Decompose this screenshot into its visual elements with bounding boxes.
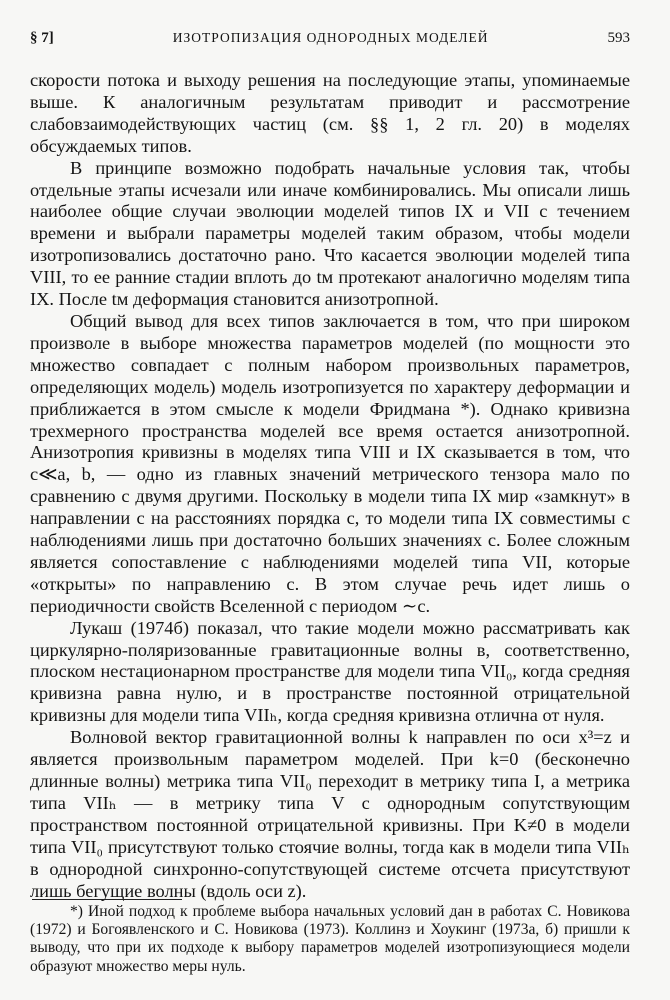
paragraph-continued: скорости потока и выходу решения на последующие этапы, упоминаемые выше. К аналогичным результатам приводит и рассмотрение слабовзаимодействующих частиц (см. §§ 1, 2 гл. 20) в моделях обсуждаемых типов. [30, 70, 630, 156]
footnote-rule [32, 899, 182, 900]
paragraph-lukash: Лукаш (1974б) показал, что такие модели можно рассматривать как циркулярно-поляризованные гравитационные волны в, соответственно, плоском нестационарном пространстве для модели типа VII₀, когда средняя кривизна равна нулю, и в пространстве постоянной отрицательной кривизны для модели типа VIIₕ, когда средняя кривизна отлична от нуля. [30, 617, 630, 726]
page-number: 593 [607, 30, 630, 46]
paragraph-general-conclusion: Общий вывод для всех типов заключается в том, что при широком произволе в выборе множества параметров моделей (по мощности это множество совпадает с полным набором произвольных параметров, определяющих модель) модель изотропизуется по характеру деформации и приближается в этом смысле к модели Фридмана *). Однако кривизна трехмерного пространства моделей все время остается анизотропной. Анизотропия кривизны в моделях типа VIII и IX сказывается в том, что c≪a, b, — одно из главных значений метрического тензора мало по сравнению с двумя другими. Поскольку в модели типа IX мир «замкнут» в направлении c на расстояниях порядка c, то модели типа IX совместимы с наблюдениями лишь при достаточно больших значениях c. Более сложным является сопоставление с наблюдениями моделей типа VII, которые «открыты» по направлению c. В этом случае речь идет лишь о периодичности свойств Вселенной с периодом ∼c. [30, 310, 630, 616]
section-mark: § 7] [30, 30, 54, 46]
running-header [30, 30, 630, 54]
paragraph-wave-vector: Волновой вектор гравитационной волны k направлен по оси x³=z и является произвольным параметром моделей. При k=0 (бесконечно длинные волны) метрика типа VII₀ переходит в метрику типа I, а метрика типа VIIₕ — в метрику типа V с однородным сопутствующим пространством постоянной отрицательной кривизны. При K≠0 в модели типа VII₀ присутствуют только стоячие волны, тогда как в модели типа VIIₕ в однородной синхронно-сопутствующей системе отсчета присутствуют лишь бегущие волны (вдоль оси z). [30, 727, 631, 901]
main-text [30, 70, 630, 902]
paragraph-initial-conditions: В принципе возможно подобрать начальные условия так, чтобы отдельные этапы исчезали или иначе комбинировались. Мы описали лишь наиболее общие случаи эволюции моделей типов IX и VII с течением времени и выбрали параметры моделей таким образом, чтобы модели изотропизовались достаточно рано. Что касается эволюции моделей типа VIII, то ее ранние стадии вплоть до tм протекают аналогично моделям типа IX. После tм деформация становится анизотропной. [30, 157, 630, 310]
running-title: ИЗОТРОПИЗАЦИЯ ОДНОРОДНЫХ МОДЕЛЕЙ [172, 30, 489, 45]
footnote: *) Иной подход к проблеме выбора начальных условий дан в работах С. Новикова (1972) и Богоявленского и С. Новикова (1973). Коллинз и Хоукинг (1973а, б) пришли к выводу, что при их подходе к выбору параметров моделей изотропизующиеся модели образуют множество меры нуль. [30, 903, 630, 975]
